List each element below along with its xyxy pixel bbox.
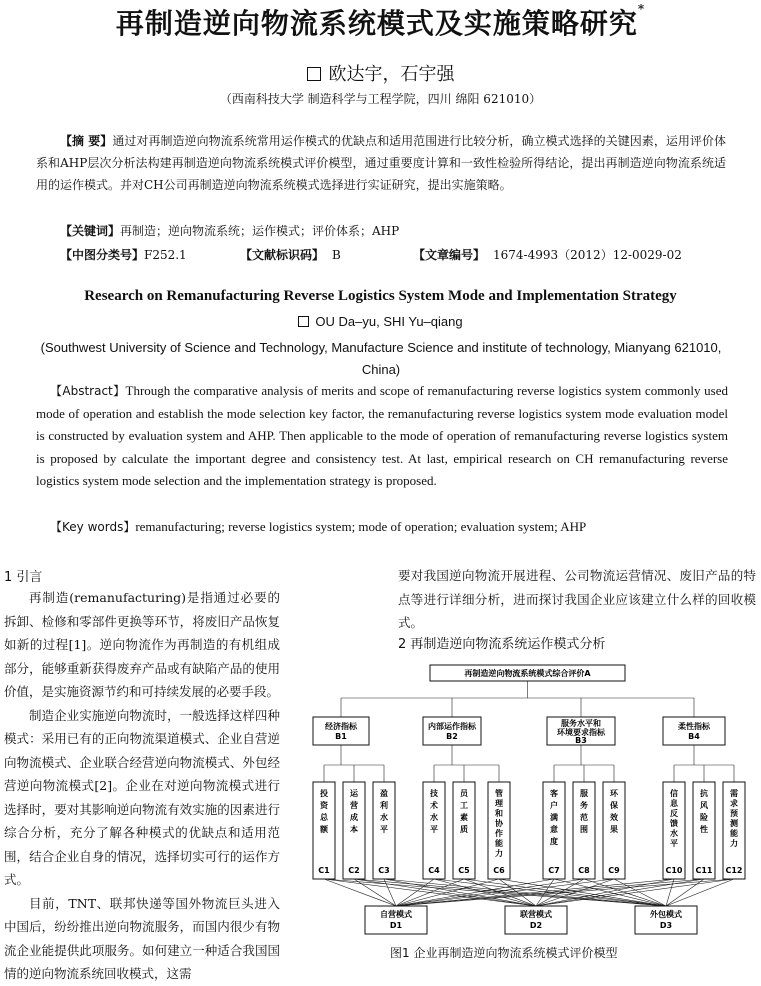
indicator-char: 成 xyxy=(350,813,358,822)
indicator-char: 营 xyxy=(350,801,358,810)
indicator-char: 资 xyxy=(320,801,328,810)
indicator-code: C4 xyxy=(428,866,440,875)
figure-caption: 图1 企业再制造逆向物流系统模式评价模型 xyxy=(390,946,618,960)
indicator-char: 平 xyxy=(430,825,438,834)
indicator-char: 务 xyxy=(580,801,588,810)
indicator-char: 质 xyxy=(460,825,468,834)
indicator-char: 投 xyxy=(320,789,328,798)
indicator-char: 力 xyxy=(730,839,738,848)
abstract-en xyxy=(36,380,728,493)
abstract-cn xyxy=(36,130,726,196)
indicator-char: 范 xyxy=(580,813,588,822)
indicator-char: 水 xyxy=(380,813,388,822)
section-1-heading: 1 引言 xyxy=(4,570,43,585)
indicator-char: 求 xyxy=(730,799,738,808)
indicator-char: 素 xyxy=(460,813,468,822)
indicator-char: 额 xyxy=(320,825,328,834)
diagram-nodes xyxy=(313,665,745,934)
indicator-char: 作 xyxy=(495,829,503,838)
indicator-char: 力 xyxy=(495,849,503,858)
mode-label: 联营模式 xyxy=(520,910,552,919)
square-icon xyxy=(307,67,321,81)
indicator-char: 和 xyxy=(495,809,503,818)
indicator-code: C11 xyxy=(695,866,713,875)
criterion-code: B4 xyxy=(688,732,700,741)
paper-title-en: Research on Remanufacturing Reverse Logistics System Mode and Implementation Strategy xyxy=(84,288,677,304)
title-footnote-mark: * xyxy=(637,2,646,16)
doc-code-line xyxy=(240,246,341,263)
indicator-char: 测 xyxy=(730,819,738,828)
indicator-char: 需 xyxy=(730,789,738,798)
paragraph: 制造企业实施逆向物流时，一般选择这样四种模式：采用已有的正向物流渠道模式、企业自营逆向物流模式、企业联合经营逆向物流模式、外包经营逆向物流模式[2]。企业在对逆向物流模式进行选择时，要对其影响逆向物流有效实施的因素进行综合分析，充分了解各种模式的优缺点和适用范围，结合企业自身的情况，选择切实可行的运作方式。 xyxy=(4,707,280,887)
keywords-en xyxy=(50,518,586,535)
classification-line xyxy=(60,246,187,263)
cls-label: 【中图分类号】 xyxy=(60,248,145,262)
indicator-char: 抗 xyxy=(700,789,708,798)
keywords-cn-label: 【关键词】 xyxy=(60,224,121,238)
criterion-code: B3 xyxy=(575,736,587,745)
indicator-char: 能 xyxy=(495,839,503,848)
mode-label: 自营模式 xyxy=(380,910,412,919)
mode-code: D3 xyxy=(659,921,673,930)
mode-code: D2 xyxy=(529,921,543,930)
abstract-cn-label: 【摘 要】 xyxy=(60,134,113,148)
keywords-en-text: remanufacturing; reverse logistics system; mode of operation; evaluation system; AHP xyxy=(135,519,587,534)
title-text: 再制造逆向物流系统模式及实施策略研究 xyxy=(115,7,638,40)
square-icon xyxy=(298,316,309,327)
indicator-char: 理 xyxy=(495,799,503,808)
indicator-char: 预 xyxy=(730,809,738,818)
section-2-heading: 2 再制造逆向物流系统运作模式分析 xyxy=(398,637,606,652)
mode-code: D1 xyxy=(389,921,403,930)
paragraph: 目前，TNT、联邦快递等国外物流巨头进入中国后，纷纷推出逆向物流服务，而国内很少有物流企业能提供此项服务。如何建立一种适合我国国情的逆向物流系统回收模式，这需 xyxy=(4,895,280,981)
indicator-char: 平 xyxy=(380,825,388,834)
criterion-label: 经济指标 xyxy=(325,722,357,731)
indicator-char: 满 xyxy=(550,813,558,822)
indicator-char: 客 xyxy=(550,789,558,798)
connector-line xyxy=(666,879,674,906)
indicator-char: 围 xyxy=(580,825,588,834)
authors-en xyxy=(0,314,761,329)
criterion-label: 服务水平和 xyxy=(561,719,601,728)
authors-en-text: OU Da–yu, SHI Yu–qiang xyxy=(315,314,463,329)
keywords-cn-text: 再制造；逆向物流系统；运作模式；评价体系；AHP xyxy=(120,224,400,238)
criterion-label: 环境要求指标 xyxy=(557,728,605,737)
criterion-code: B1 xyxy=(335,732,347,741)
criterion-label: 柔性指标 xyxy=(678,722,710,731)
keywords-cn xyxy=(60,222,399,239)
indicator-char: 运 xyxy=(350,789,358,798)
criterion-label: 内部运作指标 xyxy=(428,722,476,731)
indicator-char: 利 xyxy=(380,801,388,810)
art-label: 【文章编号】 xyxy=(413,248,486,262)
indicator-char: 保 xyxy=(610,801,618,810)
indicator-char: 盈 xyxy=(380,789,388,798)
indicator-char: 水 xyxy=(670,829,678,838)
indicator-char: 水 xyxy=(430,813,438,822)
abstract-en-text: Through the comparative analysis of merits and scope of remanufacturing reverse logistics system commonly used mode of operation and establish the mode selection key factor, the remanufacturing reverse logistics system mode evaluation model is constructed by evaluation system and AHP. Then applicable to the mode of operation of remanufacturing reverse logistics system is proposed by calculate the important degree and consistency test. At last, empirical research on CH remanufacturing reverse logistics system mode selection and the implementation strategy is proposed. xyxy=(36,383,728,488)
mode-label: 外包模式 xyxy=(650,910,682,919)
indicator-char: 险 xyxy=(700,813,708,822)
evaluation-model-diagram xyxy=(305,660,755,945)
indicator-char: 平 xyxy=(670,839,678,848)
indicator-char: 总 xyxy=(320,813,328,822)
indicator-char: 息 xyxy=(670,799,678,808)
art-value: 1674-4993（2012）12-0029-02 xyxy=(493,248,682,262)
criterion-code: B2 xyxy=(446,732,458,741)
right-column xyxy=(398,564,756,635)
indicator-char: 信 xyxy=(670,789,678,798)
connector-line xyxy=(554,879,666,906)
indicator-char: 术 xyxy=(430,801,438,810)
indicator-char: 性 xyxy=(700,825,708,834)
left-column xyxy=(4,586,280,986)
indicator-code: C9 xyxy=(608,866,620,875)
indicator-char: 服 xyxy=(580,789,588,798)
authors-cn xyxy=(0,60,761,86)
paragraph: 再制造(remanufacturing)是指通过必要的拆卸、检修和零部件更换等环节，将废旧产品恢复如新的过程[1]。逆向物流作为再制造的有机组成部分，能够重新获得废弃产品或有缺陷产品的使用价值，是实施资源节约和可持续发展的必要手段。 xyxy=(4,590,280,699)
indicator-char: 馈 xyxy=(670,819,678,828)
indicator-char: 果 xyxy=(610,825,618,834)
doc-label: 【文献标识码】 xyxy=(240,248,325,262)
indicator-code: C10 xyxy=(665,866,683,875)
article-number-line xyxy=(413,246,682,263)
indicator-code: C5 xyxy=(458,866,470,875)
indicator-char: 风 xyxy=(700,801,708,810)
indicator-code: C1 xyxy=(318,866,330,875)
indicator-char: 本 xyxy=(350,825,358,834)
indicator-code: C2 xyxy=(348,866,360,875)
indicator-code: C3 xyxy=(378,866,390,875)
paper-title-cn xyxy=(0,2,761,42)
paragraph: 要对我国逆向物流开展进程、公司物流运营情况、废旧产品的特点等进行详细分析，进而探讨我国企业应该建立什么样的回收模式。 xyxy=(398,568,756,630)
connector-line xyxy=(666,879,734,906)
abstract-cn-text: 通过对再制造逆向物流系统常用运作模式的优缺点和适用范围进行比较分析，确立模式选择的关键因素，运用评价体系和AHP层次分析法构建再制造逆向物流系统模式评价模型，通过重要度计算和一致性检验所得结论，提出再制造逆向物流系统适用的运作模式。并对CH公司再制造逆向物流系统模式选择进行实证研究，提出实施策略。 xyxy=(36,134,726,192)
indicator-code: C12 xyxy=(725,866,743,875)
affiliation-cn: （西南科技大学 制造科学与工程学院，四川 绵阳 621010） xyxy=(219,92,542,106)
indicator-char: 反 xyxy=(670,809,678,818)
goal-node-label: 再制造逆向物流系统模式综合评价A xyxy=(464,669,591,678)
indicator-code: C6 xyxy=(493,866,505,875)
doc-value: B xyxy=(332,248,341,262)
indicator-char: 技 xyxy=(430,789,438,798)
indicator-code: C7 xyxy=(548,866,560,875)
indicator-char: 意 xyxy=(550,825,558,834)
indicator-code: C8 xyxy=(578,866,590,875)
indicator-char: 能 xyxy=(730,829,738,838)
affiliation-en: (Southwest University of Science and Technology, Manufacture Science and institute of technology, Mianyang 621010, China) xyxy=(40,340,722,377)
indicator-char: 协 xyxy=(495,819,503,828)
keywords-en-label: 【Key words】 xyxy=(50,520,136,534)
authors-cn-text: 欧达宇，石宇强 xyxy=(328,64,455,85)
cls-value: F252.1 xyxy=(144,248,187,262)
indicator-char: 度 xyxy=(550,837,558,846)
indicator-char: 工 xyxy=(460,801,468,810)
indicator-char: 户 xyxy=(550,801,558,810)
indicator-char: 效 xyxy=(610,813,618,822)
indicator-char: 管 xyxy=(495,789,503,798)
indicator-char: 环 xyxy=(610,789,618,798)
abstract-en-label: 【Abstract】 xyxy=(50,384,126,398)
indicator-char: 员 xyxy=(460,789,468,798)
